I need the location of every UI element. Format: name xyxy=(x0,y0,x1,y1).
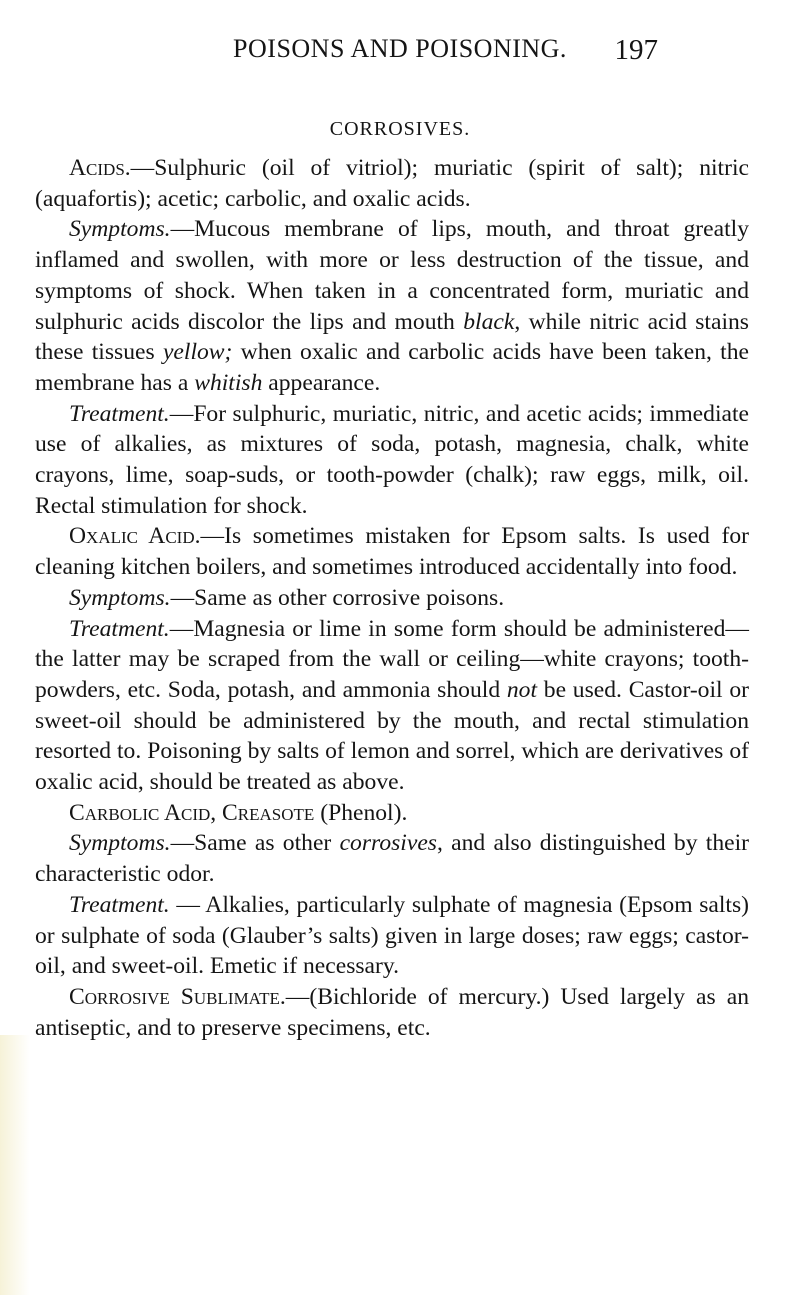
run-in-heading: Treatment. xyxy=(69,615,170,642)
paper-stain xyxy=(0,1035,30,1295)
paragraph-sublimate xyxy=(35,982,749,1043)
paragraph-acids xyxy=(35,153,749,214)
emphasis: yellow; xyxy=(162,339,233,366)
paragraph-oxalic xyxy=(35,521,749,582)
emphasis: corrosives xyxy=(339,830,437,857)
paragraph-text: —Is sometimes mistaken for Epsom salts. Is used for cleaning kitchen boilers, and sometimes introduced accidentally into food. xyxy=(35,523,749,581)
paragraph-text: when oxalic and carbolic acids have been taken, the membrane has a xyxy=(35,339,750,396)
emphasis: black xyxy=(463,308,515,335)
paragraph-text: (Phenol). xyxy=(314,799,408,826)
paragraph-text: —Mucous membrane of lips, mouth, and throat greatly inflamed and swollen, with more or less destruction of the tissue, and symptoms of shock. When taken in a concentrated form, muriatic and sulphuric acids discolor the lips and mouth xyxy=(35,216,749,335)
run-in-heading: Symptoms. xyxy=(69,584,171,611)
paragraph-carbolic xyxy=(35,798,749,829)
emphasis: not xyxy=(506,676,538,703)
paragraph-acids-treatment xyxy=(35,399,749,522)
run-in-heading: Treatment. xyxy=(69,891,170,918)
run-in-heading: Carbolic Acid, Creasote xyxy=(69,799,315,826)
running-head xyxy=(0,34,800,74)
run-in-heading: Corrosive Sublimate. xyxy=(69,983,286,1010)
paragraph-acids-symptoms xyxy=(35,214,749,398)
paragraph-text: , while nitric acid stains these tissues xyxy=(35,308,749,366)
paragraph-oxalic-symptoms xyxy=(35,583,749,614)
paragraph-text: —Same as other xyxy=(170,830,340,857)
run-in-heading: Acids. xyxy=(69,155,131,181)
paragraph-carbolic-treatment xyxy=(35,890,749,982)
paragraph-text: be used. Castor-oil or sweet-oil should be administered by the mouth, and rectal stimulation resorted to. Poisoning by salts of lemon and sorrel, which are derivatives of oxalic acid, should be treated as above. xyxy=(35,676,749,796)
run-in-heading: Oxalic Acid. xyxy=(69,523,201,550)
paragraph-carbolic-symptoms xyxy=(35,828,749,889)
paragraph-text: , and also distinguished by their characteristic odor. xyxy=(35,830,749,888)
page-number: 197 xyxy=(614,34,658,66)
paragraph-text: —(Bichloride of mercury.) Used largely as an antiseptic, and to preserve specimens, etc. xyxy=(35,983,749,1041)
section-heading: CORROSIVES. xyxy=(329,118,471,140)
body-text xyxy=(35,153,749,1043)
paragraph-text: appearance. xyxy=(262,369,381,396)
run-in-heading: Symptoms. xyxy=(69,216,171,243)
running-title: POISONS AND POISONING. xyxy=(233,34,567,63)
paragraph-text: —For sulphuric, muriatic, nitric, and acetic acids; immediate use of alkalies, as mixtures of soda, potash, magnesia, chalk, white crayons, lime, soap-suds, or tooth-powder (chalk); raw eggs, milk, oil. Rectal stimulation for shock. xyxy=(35,400,749,519)
emphasis: whitish xyxy=(194,369,263,396)
run-in-heading: Treatment. xyxy=(69,400,170,427)
paragraph-text: —Sulphuric (oil of vitriol); muriatic (spirit of salt); nitric (aquafortis); acetic; carbolic, and oxalic acids. xyxy=(35,155,749,212)
paragraph-text: — Alkalies, particularly sulphate of magnesia (Epsom salts) or sulphate of soda (Glauber’s salts) given in large doses; raw eggs; castor-oil, and sweet-oil. Emetic if necessary. xyxy=(35,891,749,980)
paragraph-oxalic-treatment xyxy=(35,614,749,798)
run-in-heading: Symptoms. xyxy=(69,830,171,857)
paragraph-text: —Same as other corrosive poisons. xyxy=(170,584,505,611)
paragraph-text: —Magnesia or lime in some form should be administered—the latter may be scraped from the wall or ceiling—white crayons; tooth-powders, etc. Soda, potash, and ammonia should xyxy=(35,615,749,703)
